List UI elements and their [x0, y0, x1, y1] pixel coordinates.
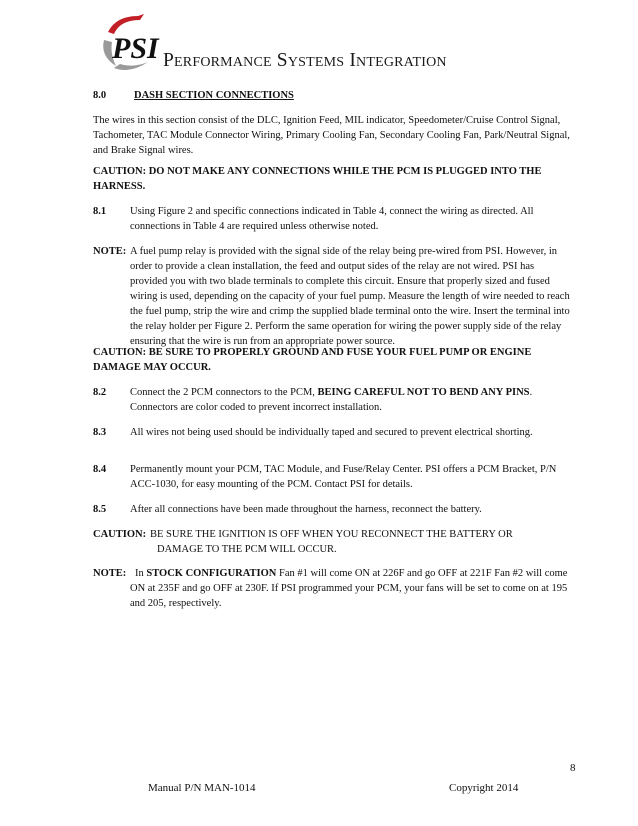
caution-line-1: BE SURE THE IGNITION IS OFF WHEN YOU RECONNECT THE BATTERY OR — [150, 529, 513, 540]
item-text-emphasis: BEING CAREFUL NOT TO BEND ANY PINS — [317, 387, 530, 398]
note-fuel-pump-relay — [93, 244, 573, 349]
item-text: Using Figure 2 and specific connections indicated in Table 4, connect the wiring as directed. All connections in Table 4 are required unless otherwise noted. — [130, 206, 534, 232]
item-8-4 — [93, 462, 573, 492]
item-text — [130, 385, 573, 415]
item-text: After all connections have been made throughout the harness, reconnect the battery. — [130, 504, 482, 515]
item-number: 8.3 — [93, 427, 107, 438]
item-8-3 — [93, 425, 573, 440]
copyright: Copyright 2014 — [449, 782, 519, 794]
caution-ground-fuse: CAUTION: BE SURE TO PROPERLY GROUND AND FUSE YOUR FUEL PUMP OR ENGINE DAMAGE MAY OCCUR. — [93, 347, 532, 373]
note-text: A fuel pump relay is provided with the signal side of the relay being pre-wired from PSI. However, in order to provide a clean installation, the feed and output sides of the relay are not wired. PSI has provided you with two blade terminals to complete this circuit. Ensure that properly sized and fused wiring is used, depending on the capacity of your fuel pump. Measure the length of wire needed to reach the fuel pump, strip the wire and crimp the supplied blade terminal onto the wire. Insert the terminal into the relay holder per Figure 2. Perform the same operation for wiring the power supply side of the relay ensuring that the wire is run from an appropriate power source. — [130, 246, 570, 347]
manual-part-number: Manual P/N MAN-1014 — [148, 782, 256, 794]
section-heading — [93, 88, 573, 103]
item-8-2 — [93, 385, 573, 415]
section-number: 8.0 — [93, 90, 107, 101]
caution-line-2: DAMAGE TO THE PCM WILL OCCUR. — [157, 544, 337, 555]
note-text — [130, 566, 573, 611]
company-name: Performance Systems Integration — [163, 50, 447, 71]
note-text-part: Fan #1 will come ON at 226F and go OFF at 221F Fan #2 will come ON at 235F and go OFF at 230F. If PSI programmed your PCM, your fans will be set to come on at 195 and 205, respectively. — [130, 568, 568, 609]
logo-lettering: PSI — [112, 32, 159, 65]
note-label: NOTE: — [93, 568, 127, 579]
item-8-5 — [93, 502, 573, 517]
page-number: 8 — [570, 762, 576, 774]
item-text-part: Connect the 2 PCM connectors to the PCM, — [130, 387, 318, 398]
note-label: NOTE: — [93, 246, 127, 257]
item-text-part: . Connectors are color coded to prevent incorrect installation. — [130, 387, 533, 413]
caution-ignition-off — [93, 527, 573, 557]
item-number: 8.1 — [93, 206, 107, 217]
item-8-1 — [93, 204, 573, 234]
section-title: DASH SECTION CONNECTIONS — [134, 90, 294, 101]
section-intro: The wires in this section consist of the DLC, Ignition Feed, MIL indicator, Speedometer/Cruise Control Signal, Tachometer, TAC Module Connector Wiring, Primary Cooling Fan, Secondary Cooling Fan, Park/Neutral Signal, and Brake Signal wires. — [93, 115, 570, 156]
item-number: 8.2 — [93, 387, 107, 398]
item-number: 8.5 — [93, 504, 107, 515]
note-stock-configuration — [93, 566, 573, 611]
note-text-part: In — [135, 568, 147, 579]
caution-pcm-plugged: CAUTION: DO NOT MAKE ANY CONNECTIONS WHILE THE PCM IS PLUGGED INTO THE HARNESS. — [93, 166, 542, 192]
psi-logo — [90, 10, 162, 76]
item-number: 8.4 — [93, 464, 107, 475]
item-text: Permanently mount your PCM, TAC Module, and Fuse/Relay Center. PSI offers a PCM Bracket, P/N ACC-1030, for easy mounting of the PCM. Contact PSI for details. — [130, 464, 557, 490]
caution-label: CAUTION: — [93, 529, 147, 540]
note-text-emphasis: STOCK CONFIGURATION — [146, 568, 277, 579]
item-text: All wires not being used should be individually taped and secured to prevent electrical shorting. — [130, 427, 533, 438]
